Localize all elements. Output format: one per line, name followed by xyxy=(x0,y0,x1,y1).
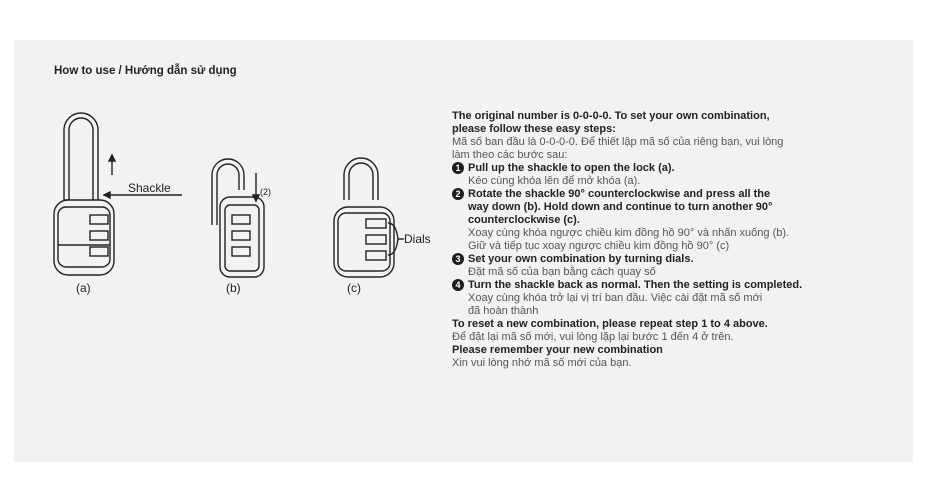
intro-vi-1: Mã số ban đầu là 0-0-0-0. Để thiết lập mã số của riêng bạn, vui lòng xyxy=(452,136,784,148)
reset-vi: Để đặt lại mã số mới, vui lòng lặp lại bước 1 đến 4 ở trên. xyxy=(452,331,734,343)
remember-en: Please remember your new combination xyxy=(452,344,663,356)
step-number-icon: 1 xyxy=(452,162,464,174)
intro-vi-2: làm theo các bước sau: xyxy=(452,149,568,161)
step-2-en-3: counterclockwise (c). xyxy=(468,214,580,226)
reset-en: To reset a new combination, please repeat step 1 to 4 above. xyxy=(452,318,768,330)
step-1 xyxy=(452,162,892,188)
step-number-icon: 4 xyxy=(452,279,464,291)
remember-vi: Xin vui lòng nhớ mã số mới của bạn. xyxy=(452,357,632,369)
step-3-vi-1: Đặt mã số của bạn bằng cách quay số xyxy=(468,266,656,278)
lock-c xyxy=(334,158,404,277)
step-4-vi-2: đã hoàn thành xyxy=(468,305,539,317)
step-2 xyxy=(452,188,892,253)
step-2-en-2: way down (b). Hold down and continue to turn another 90° xyxy=(468,201,773,213)
step-4-vi-1: Xoay cùng khóa trở lại vị trí ban đầu. Việc cài đặt mã số mới xyxy=(468,292,763,304)
page-title: How to use / Hướng dẫn sử dụng xyxy=(54,65,237,77)
caption-c: (c) xyxy=(347,281,361,295)
push-label: (2) xyxy=(260,187,271,197)
step-3-en-1: Set your own combination by turning dials. xyxy=(468,253,694,265)
step-2-en-1: Rotate the shackle 90° counterclockwise and press all the xyxy=(468,188,771,200)
lock-b xyxy=(212,159,264,277)
step-2-vi-2: Giữ và tiếp tục xoay ngược chiều kim đồng hồ 90° (c) xyxy=(468,240,730,252)
instructions xyxy=(452,110,892,370)
caption-b: (b) xyxy=(226,281,241,295)
step-number-icon: 2 xyxy=(452,188,464,200)
step-2-vi-1: Xoay cùng khóa ngược chiều kim đồng hồ 90° và nhấn xuống (b). xyxy=(468,227,790,239)
step-1-en-1: Pull up the shackle to open the lock (a). xyxy=(468,162,675,174)
lock-diagram xyxy=(44,95,444,295)
step-4-en-1: Turn the shackle back as normal. Then the setting is completed. xyxy=(468,279,803,291)
dials-label: Dials xyxy=(404,232,431,246)
step-1-vi-1: Kéo cùng khóa lên để mở khóa (a). xyxy=(468,175,641,187)
shackle-label: Shackle xyxy=(128,181,171,195)
caption-a: (a) xyxy=(76,281,91,295)
intro-en-1: The original number is 0-0-0-0. To set your own combination, xyxy=(452,110,770,122)
step-number-icon: 3 xyxy=(452,253,464,265)
step-4 xyxy=(452,279,892,318)
intro-en-2: please follow these easy steps: xyxy=(452,123,616,135)
instruction-panel xyxy=(14,40,913,462)
step-3 xyxy=(452,253,892,279)
